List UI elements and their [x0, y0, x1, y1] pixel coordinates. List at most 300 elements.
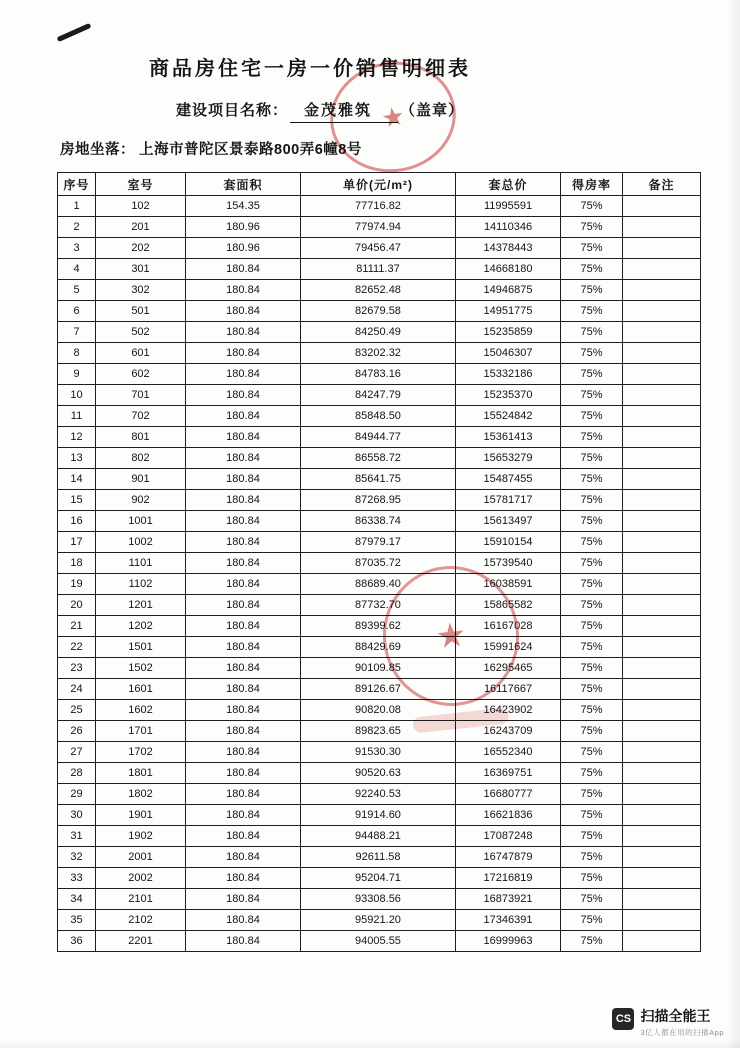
table-cell: 2002 [96, 868, 186, 889]
table-cell: 25 [58, 700, 96, 721]
table-cell: 1601 [96, 679, 186, 700]
table-cell: 75% [561, 427, 623, 448]
table-row [58, 742, 701, 763]
table-cell: 901 [96, 469, 186, 490]
table-cell: 75% [561, 343, 623, 364]
table-row [58, 637, 701, 658]
table-cell: 75% [561, 574, 623, 595]
table-cell [623, 805, 701, 826]
table-cell: 12 [58, 427, 96, 448]
table-cell: 180.84 [186, 448, 301, 469]
table-cell: 75% [561, 322, 623, 343]
table-cell [623, 574, 701, 595]
table-cell [623, 910, 701, 931]
table-cell: 91530.30 [301, 742, 456, 763]
table-cell: 75% [561, 847, 623, 868]
table-row [58, 532, 701, 553]
table-cell: 90820.08 [301, 700, 456, 721]
table-cell: 86558.72 [301, 448, 456, 469]
table-cell: 180.84 [186, 364, 301, 385]
table-cell: 180.84 [186, 469, 301, 490]
pen-mark [57, 23, 92, 42]
table-cell: 701 [96, 385, 186, 406]
table-cell: 90520.63 [301, 763, 456, 784]
table-cell: 75% [561, 385, 623, 406]
table-row [58, 448, 701, 469]
table-cell: 15781717 [456, 490, 561, 511]
table-cell: 502 [96, 322, 186, 343]
table-row [58, 259, 701, 280]
table-cell: 180.84 [186, 532, 301, 553]
table-cell: 17087248 [456, 826, 561, 847]
table-cell [623, 889, 701, 910]
table-cell: 180.84 [186, 889, 301, 910]
table-cell: 902 [96, 490, 186, 511]
table-cell [623, 448, 701, 469]
table-row [58, 763, 701, 784]
table-cell: 3 [58, 238, 96, 259]
table-cell: 75% [561, 511, 623, 532]
table-cell: 180.84 [186, 574, 301, 595]
table-row [58, 700, 701, 721]
table-cell: 32 [58, 847, 96, 868]
table-cell: 180.84 [186, 343, 301, 364]
table-cell: 75% [561, 868, 623, 889]
table-cell: 87035.72 [301, 553, 456, 574]
table-cell [623, 679, 701, 700]
table-cell [623, 427, 701, 448]
table-cell [623, 364, 701, 385]
table-cell: 180.84 [186, 301, 301, 322]
table-cell: 84250.49 [301, 322, 456, 343]
table-row [58, 658, 701, 679]
table-cell: 9 [58, 364, 96, 385]
table-row [58, 301, 701, 322]
table-row [58, 385, 701, 406]
table-cell: 89823.65 [301, 721, 456, 742]
table-cell: 24 [58, 679, 96, 700]
table-cell: 702 [96, 406, 186, 427]
table-cell: 180.84 [186, 679, 301, 700]
table-cell [623, 385, 701, 406]
table-row [58, 826, 701, 847]
table-row [58, 616, 701, 637]
table-cell: 14 [58, 469, 96, 490]
table-cell: 19 [58, 574, 96, 595]
table-cell: 15361413 [456, 427, 561, 448]
table-cell: 2102 [96, 910, 186, 931]
table-cell: 75% [561, 784, 623, 805]
table-cell: 77716.82 [301, 196, 456, 217]
table-cell: 75% [561, 448, 623, 469]
table-cell: 75% [561, 364, 623, 385]
table-cell [623, 700, 701, 721]
table-cell: 34 [58, 889, 96, 910]
table-cell: 84944.77 [301, 427, 456, 448]
table-cell: 15613497 [456, 511, 561, 532]
table-cell [623, 406, 701, 427]
table-row [58, 784, 701, 805]
table-cell [623, 490, 701, 511]
table-cell [623, 259, 701, 280]
table-cell: 16243709 [456, 721, 561, 742]
camscanner-name: 扫描全能王 [640, 1008, 711, 1025]
table-cell [623, 637, 701, 658]
table-cell: 83202.32 [301, 343, 456, 364]
table-cell: 15 [58, 490, 96, 511]
camscanner-logo-text [640, 1008, 724, 1038]
table-cell: 801 [96, 427, 186, 448]
table-cell: 13 [58, 448, 96, 469]
location-line [60, 138, 362, 159]
table-cell: 81111.37 [301, 259, 456, 280]
header-ratio: 得房率 [561, 173, 623, 196]
table-cell: 15865582 [456, 595, 561, 616]
table-cell: 75% [561, 238, 623, 259]
table-cell: 4 [58, 259, 96, 280]
table-cell: 35 [58, 910, 96, 931]
table-cell: 82652.48 [301, 280, 456, 301]
table-row [58, 805, 701, 826]
table-header-row [58, 173, 701, 196]
table-cell: 10 [58, 385, 96, 406]
table-cell: 7 [58, 322, 96, 343]
table-row [58, 280, 701, 301]
table-cell: 1902 [96, 826, 186, 847]
table-row [58, 406, 701, 427]
table-cell: 180.84 [186, 385, 301, 406]
page-title: 商品房住宅一房一价销售明细表 [149, 58, 471, 80]
table-cell: 8 [58, 343, 96, 364]
table-cell: 180.84 [186, 784, 301, 805]
table-cell: 602 [96, 364, 186, 385]
table-cell: 102 [96, 196, 186, 217]
table-cell: 75% [561, 259, 623, 280]
table-cell: 14946875 [456, 280, 561, 301]
table-cell: 180.84 [186, 763, 301, 784]
table-row [58, 364, 701, 385]
table-cell: 87732.70 [301, 595, 456, 616]
table-cell: 75% [561, 658, 623, 679]
table-cell: 94005.55 [301, 931, 456, 952]
table-row [58, 847, 701, 868]
table-cell: 36 [58, 931, 96, 952]
table-row [58, 721, 701, 742]
table-cell: 75% [561, 196, 623, 217]
table-cell: 1501 [96, 637, 186, 658]
table-row [58, 511, 701, 532]
table-cell: 180.84 [186, 511, 301, 532]
table-cell: 85641.75 [301, 469, 456, 490]
table-cell: 75% [561, 469, 623, 490]
table-cell: 91914.60 [301, 805, 456, 826]
table-cell: 1102 [96, 574, 186, 595]
table-cell: 14951775 [456, 301, 561, 322]
table-cell: 180.84 [186, 595, 301, 616]
table-cell: 180.84 [186, 868, 301, 889]
table-cell: 95921.20 [301, 910, 456, 931]
price-table [57, 172, 701, 952]
table-cell: 15235859 [456, 322, 561, 343]
table-cell: 180.84 [186, 721, 301, 742]
table-cell: 5 [58, 280, 96, 301]
header-area: 套面积 [186, 173, 301, 196]
table-cell: 17 [58, 532, 96, 553]
table-row [58, 427, 701, 448]
table-cell: 180.84 [186, 280, 301, 301]
table-cell: 15046307 [456, 343, 561, 364]
table-cell: 16038591 [456, 574, 561, 595]
header-remarks: 备注 [623, 173, 701, 196]
table-cell: 16 [58, 511, 96, 532]
table-cell: 93308.56 [301, 889, 456, 910]
table-cell [623, 322, 701, 343]
table-cell: 15653279 [456, 448, 561, 469]
table-cell: 16423902 [456, 700, 561, 721]
table-cell: 85848.50 [301, 406, 456, 427]
table-cell [623, 343, 701, 364]
location-label: 房地坐落： [60, 142, 135, 158]
table-row [58, 553, 701, 574]
table-row [58, 679, 701, 700]
table-row [58, 238, 701, 259]
table-cell [623, 301, 701, 322]
table-cell: 15332186 [456, 364, 561, 385]
camscanner-tagline: 3亿人都在用的扫描App [640, 1028, 724, 1037]
table-cell [623, 217, 701, 238]
table-cell: 180.84 [186, 490, 301, 511]
table-cell: 33 [58, 868, 96, 889]
table-cell: 601 [96, 343, 186, 364]
table-row [58, 910, 701, 931]
camscanner-badge-icon: CS [612, 1008, 634, 1030]
table-cell [623, 511, 701, 532]
table-cell: 6 [58, 301, 96, 322]
table-cell: 2201 [96, 931, 186, 952]
table-cell [623, 868, 701, 889]
table-row [58, 931, 701, 952]
table-cell: 1802 [96, 784, 186, 805]
table-cell: 180.84 [186, 826, 301, 847]
table-cell [623, 721, 701, 742]
table-cell: 17216819 [456, 868, 561, 889]
table-cell: 89126.67 [301, 679, 456, 700]
table-cell [623, 553, 701, 574]
table-row [58, 469, 701, 490]
table-cell: 29 [58, 784, 96, 805]
table-cell: 75% [561, 763, 623, 784]
table-cell: 75% [561, 280, 623, 301]
table-cell: 95204.71 [301, 868, 456, 889]
table-cell [623, 931, 701, 952]
table-cell: 30 [58, 805, 96, 826]
table-cell: 75% [561, 301, 623, 322]
table-cell: 1201 [96, 595, 186, 616]
table-cell: 86338.74 [301, 511, 456, 532]
table-cell: 1901 [96, 805, 186, 826]
table-cell: 16621836 [456, 805, 561, 826]
table-cell [623, 826, 701, 847]
table-cell: 26 [58, 721, 96, 742]
table-cell [623, 658, 701, 679]
table-cell: 89399.62 [301, 616, 456, 637]
table-cell [623, 742, 701, 763]
table-cell: 180.84 [186, 406, 301, 427]
table-cell: 11 [58, 406, 96, 427]
scan-edge-shade [726, 0, 740, 1048]
table-cell: 180.84 [186, 637, 301, 658]
table-cell: 14668180 [456, 259, 561, 280]
table-cell: 14110346 [456, 217, 561, 238]
table-row [58, 889, 701, 910]
table-row [58, 196, 701, 217]
table-cell [623, 469, 701, 490]
table-cell: 1101 [96, 553, 186, 574]
table-row [58, 868, 701, 889]
table-cell: 16295465 [456, 658, 561, 679]
table-row [58, 490, 701, 511]
table-cell [623, 847, 701, 868]
table-cell: 75% [561, 595, 623, 616]
table-cell: 14378443 [456, 238, 561, 259]
table-cell: 75% [561, 742, 623, 763]
table-cell: 75% [561, 889, 623, 910]
table-cell: 180.84 [186, 805, 301, 826]
table-cell: 16369751 [456, 763, 561, 784]
table-cell: 18 [58, 553, 96, 574]
table-cell: 88429.69 [301, 637, 456, 658]
camscanner-logo [612, 1008, 724, 1038]
table-cell: 87268.95 [301, 490, 456, 511]
header-seq: 序号 [58, 173, 96, 196]
table-cell: 75% [561, 826, 623, 847]
table-cell: 180.84 [186, 847, 301, 868]
table-cell: 11995591 [456, 196, 561, 217]
table-cell: 180.84 [186, 931, 301, 952]
location-value: 上海市普陀区景泰路800弄6幢8号 [139, 142, 362, 158]
table-cell: 1002 [96, 532, 186, 553]
table-row [58, 217, 701, 238]
table-cell: 501 [96, 301, 186, 322]
table-cell: 75% [561, 490, 623, 511]
table-cell: 802 [96, 448, 186, 469]
table-cell: 94488.21 [301, 826, 456, 847]
table-cell: 16999963 [456, 931, 561, 952]
table-cell: 201 [96, 217, 186, 238]
table-cell: 92240.53 [301, 784, 456, 805]
table-cell: 2101 [96, 889, 186, 910]
table-cell: 75% [561, 721, 623, 742]
table-cell: 77974.94 [301, 217, 456, 238]
table-cell: 2001 [96, 847, 186, 868]
stamp-star-icon: ★ [433, 615, 469, 657]
table-cell: 1 [58, 196, 96, 217]
table-cell: 84783.16 [301, 364, 456, 385]
table-cell: 75% [561, 553, 623, 574]
table-cell: 75% [561, 532, 623, 553]
table-cell: 28 [58, 763, 96, 784]
project-name-label: 建设项目名称： [176, 102, 289, 119]
table-cell: 75% [561, 931, 623, 952]
table-cell [623, 238, 701, 259]
table-cell: 16747879 [456, 847, 561, 868]
table-cell: 75% [561, 805, 623, 826]
table-cell: 92611.58 [301, 847, 456, 868]
table-cell: 16167028 [456, 616, 561, 637]
table-row [58, 343, 701, 364]
table-cell: 16117667 [456, 679, 561, 700]
table-cell: 1502 [96, 658, 186, 679]
table-cell: 1801 [96, 763, 186, 784]
table-cell: 15739540 [456, 553, 561, 574]
table-cell: 202 [96, 238, 186, 259]
table-cell: 1702 [96, 742, 186, 763]
table-cell: 16680777 [456, 784, 561, 805]
table-cell: 75% [561, 406, 623, 427]
scan-edge-shade [0, 1040, 740, 1048]
table-cell: 75% [561, 679, 623, 700]
table-cell [623, 196, 701, 217]
table-cell: 180.84 [186, 427, 301, 448]
table-cell: 23 [58, 658, 96, 679]
table-cell: 180.96 [186, 238, 301, 259]
table-cell: 15910154 [456, 532, 561, 553]
table-cell: 20 [58, 595, 96, 616]
table-cell: 21 [58, 616, 96, 637]
table-cell: 16873921 [456, 889, 561, 910]
table-cell: 31 [58, 826, 96, 847]
project-name-line [176, 99, 464, 123]
table-cell: 1602 [96, 700, 186, 721]
table-row [58, 595, 701, 616]
table-cell: 180.84 [186, 742, 301, 763]
table-cell [623, 595, 701, 616]
table-cell: 15235370 [456, 385, 561, 406]
table-cell: 27 [58, 742, 96, 763]
table-cell [623, 280, 701, 301]
header-unit-price: 单价(元/m²) [301, 173, 456, 196]
table-cell [623, 784, 701, 805]
table-cell: 15524842 [456, 406, 561, 427]
table-cell [623, 763, 701, 784]
table-cell: 1701 [96, 721, 186, 742]
table-cell: 180.84 [186, 259, 301, 280]
table-cell: 301 [96, 259, 186, 280]
table-cell: 16552340 [456, 742, 561, 763]
table-cell [623, 616, 701, 637]
header-room: 室号 [96, 173, 186, 196]
table-cell: 180.84 [186, 322, 301, 343]
table-cell: 22 [58, 637, 96, 658]
table-cell: 1001 [96, 511, 186, 532]
table-cell: 75% [561, 700, 623, 721]
table-cell: 15487455 [456, 469, 561, 490]
table-cell: 75% [561, 217, 623, 238]
stamp-note: （盖章） [400, 102, 465, 119]
table-cell: 87979.17 [301, 532, 456, 553]
project-name-value: 金茂雅筑 [290, 99, 398, 123]
table-row [58, 322, 701, 343]
table-cell: 180.84 [186, 616, 301, 637]
table-cell: 180.84 [186, 910, 301, 931]
table-cell: 84247.79 [301, 385, 456, 406]
table-cell: 82679.58 [301, 301, 456, 322]
table-cell: 75% [561, 910, 623, 931]
table-cell: 79456.47 [301, 238, 456, 259]
table-cell: 75% [561, 637, 623, 658]
table-cell: 75% [561, 616, 623, 637]
table-cell: 15991624 [456, 637, 561, 658]
